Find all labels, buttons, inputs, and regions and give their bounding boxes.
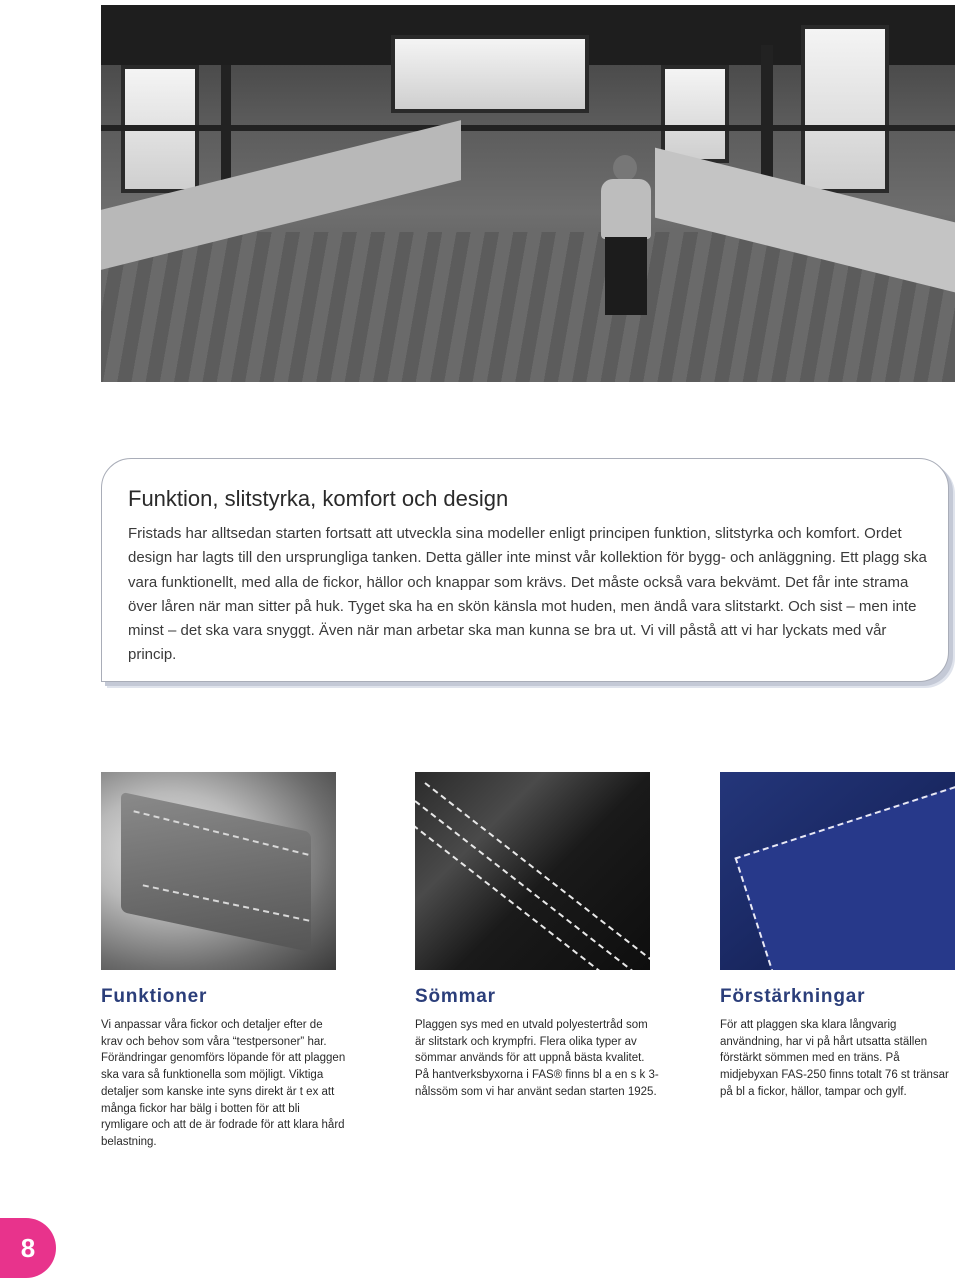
page-number-badge (0, 1218, 56, 1278)
pocket-detail-photo (101, 772, 336, 970)
hero-photo-workshop (101, 5, 955, 382)
hero-beam (101, 125, 955, 131)
page-number: 8 (20, 1232, 36, 1263)
reinforcement-detail-photo (720, 772, 955, 970)
intro-body: Fristads har alltsedan starten fortsatt att utveckla sina modeller enligt principen funktion, slitstyrka och komfort. Ordet design har lagts till den ursprungliga tanken. Detta gäller inte minst vår kollektion för bygg- och anläggning. Ett plagg ska vara funktionellt, med alla de fickor, hällor och knappar som krävs. Det måste också vara bekvämt. Det får inte strama över låren när man sitter på huk. Tyget ska ha en skön känsla mot huden, men ändå vara slitstarkt. Och sist – men inte minst – det ska vara snyggt. Även när man arbetar ska man kunna se bra ut. Vi vill påstå att vi har lyckats med vår princip. (128, 525, 927, 664)
hero-window (391, 35, 589, 113)
feature-title-forstarkningar: Förstärkningar (720, 986, 866, 1007)
feature-text-sommar: Plaggen sys med en utvald polyestertråd som är slitstark och krympfri. Flera olika typer av sömmar används för att uppnå bästa kvalitet. På hantverksbyxorna i FAS® finns bl a en s k 3-nålssöm som vi har använt sedan starten 1925. (415, 1019, 659, 1098)
feature-text-funktioner: Vi anpassar våra fickor och detaljer efter de krav och behov som våra “testpersoner” har. Förändringar genomförs löpande för att plaggen ska vara så funktionella som möjligt. Viktiga detaljer som kanske inte syns direkt är t ex att många fickor har bälg i botten för att bli rymligare och att de är fodrade för att klara hård belastning. (101, 1019, 346, 1148)
intro-title: Funktion, slitstyrka, komfort och design (128, 486, 509, 511)
seam-detail-photo (415, 772, 650, 970)
hero-window (801, 25, 889, 193)
hero-window (661, 65, 729, 163)
feature-text-forstarkningar: För att plaggen ska klara långvarig användning, har vi på hårt utsatta ställen förstärkt sömmen med en träns. På midjebyxan FAS-250 finns totalt 76 st tränsar på bl a fickor, hällor, tampar och gylf. (720, 1019, 949, 1098)
hero-worker (591, 155, 661, 315)
feature-title-sommar: Sömmar (415, 986, 496, 1007)
feature-title-funktioner: Funktioner (101, 986, 208, 1007)
